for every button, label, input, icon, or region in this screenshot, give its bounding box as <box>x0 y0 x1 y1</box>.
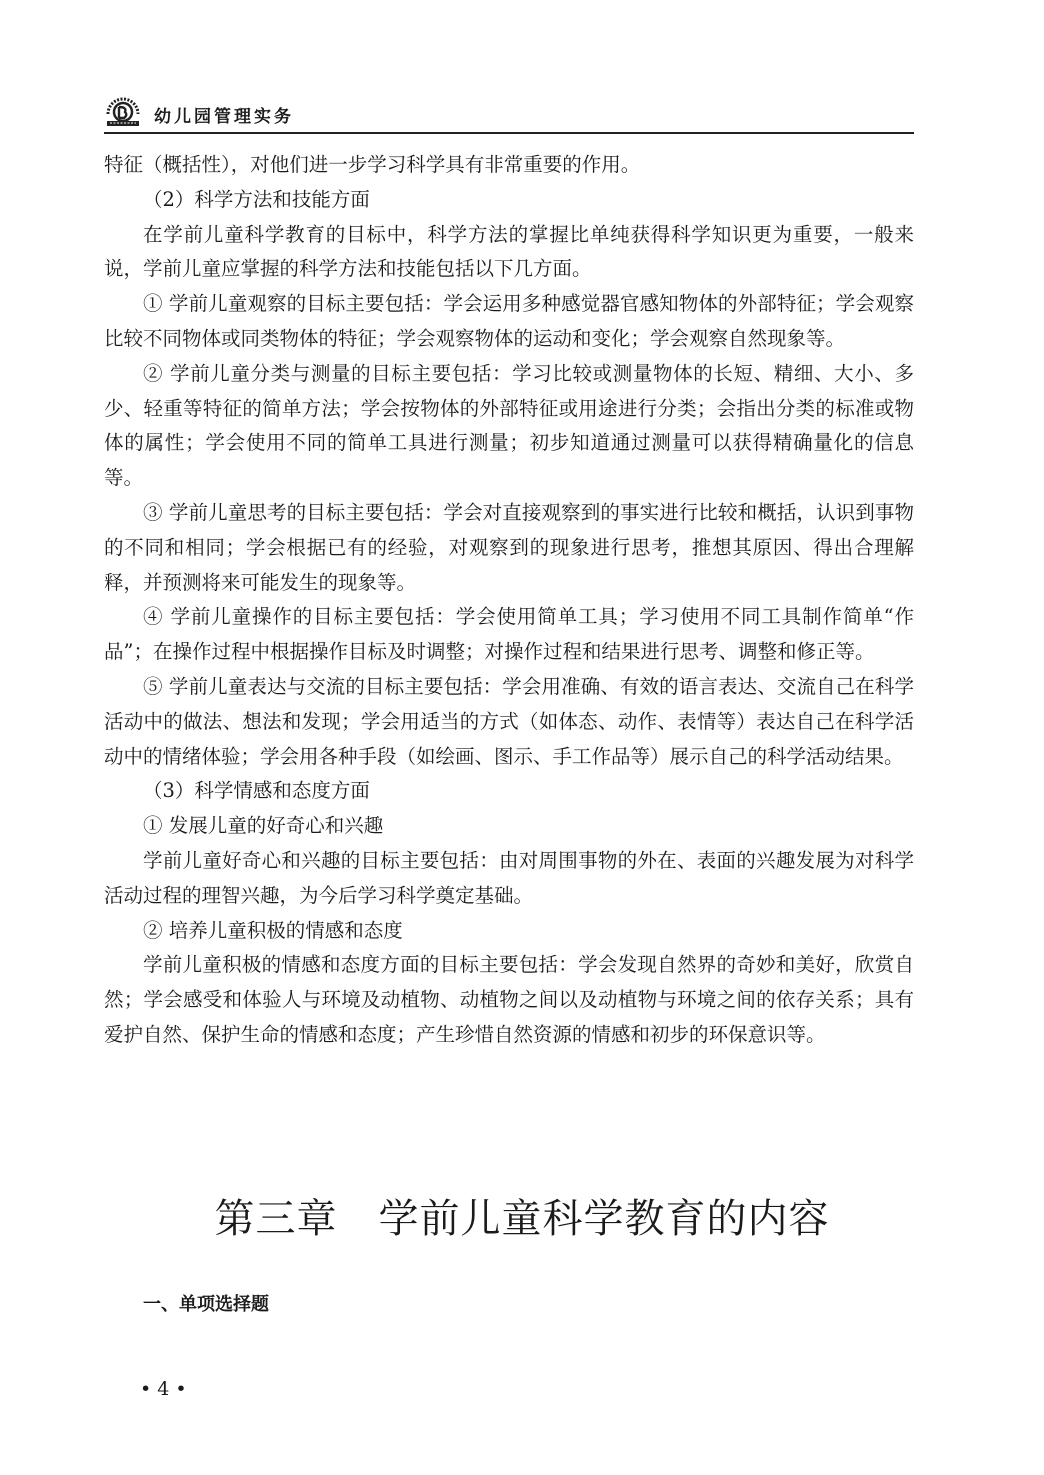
paragraph: 在学前儿童科学教育的目标中，科学方法的掌握比单纯获得科学知识更为重要，一般来说，学前儿童应掌握的科学方法和技能包括以下几方面。 <box>104 222 914 281</box>
book-title: 幼儿园管理实务 <box>154 107 294 127</box>
paragraph: ⑤ 学前儿童表达与交流的目标主要包括：学会用准确、有效的语言表达、交流自己在科学活动中的做法、想法和发现；学会用适当的方式（如体态、动作、表情等）表达自己在科学活动中的情绪体验；学会用各种手段（如绘画、图示、手工作品等）展示自己的科学活动结果。 <box>104 674 914 768</box>
paragraph: ② 培养儿童积极的情感和态度 <box>143 918 403 942</box>
paragraph: 学前儿童积极的情感和态度方面的目标主要包括：学会发现自然界的奇妙和美好，欣赏自然；学会感受和体验人与环境及动植物、动植物之间以及动植物与环境之间的依存关系；具有爱护自然、保护生命的情感和态度；产生珍惜自然资源的情感和初步的环保意识等。 <box>104 953 914 1046</box>
page-header <box>104 92 914 134</box>
paragraph: ③ 学前儿童思考的目标主要包括：学会对直接观察到的事实进行比较和概括，认识到事物的不同和相同；学会根据已有的经验，对观察到的现象进行思考，推想其原因、得出合理解释，并预测将来可能发生的现象等。 <box>104 500 914 594</box>
body-text <box>104 148 914 1053</box>
paragraph: ① 发展儿童的好奇心和兴趣 <box>143 814 384 838</box>
paragraph: 学前儿童好奇心和兴趣的目标主要包括：由对周围事物的外在、表面的兴趣发展为对科学活动过程的理智兴趣，为今后学习科学奠定基础。 <box>104 848 914 907</box>
paragraph: 特征（概括性），对他们进一步学习科学具有非常重要的作用。 <box>104 153 641 176</box>
publisher-logo-icon <box>104 94 142 128</box>
paragraph: ④ 学前儿童操作的目标主要包括：学会使用简单工具；学习使用不同工具制作简单“作品”；在操作过程中根据操作目标及时调整；对操作过程和结果进行思考、调整和修正等。 <box>104 605 914 664</box>
paragraph: （3）科学情感和态度方面 <box>143 779 370 803</box>
paragraph: ② 学前儿童分类与测量的目标主要包括：学习比较或测量物体的长短、精细、大小、多少、轻重等特征的简单方法；学会按物体的外部特征或用途进行分类；会指出分类的标准或物体的属性；学会使用不同的简单工具进行测量；初步知道通过测量可以获得精确量化的信息等。 <box>104 361 914 490</box>
page-number: • 4 • <box>140 1378 187 1400</box>
chapter-title: 第三章 学前儿童科学教育的内容 <box>214 1195 830 1242</box>
section-heading: 一、单项选择题 <box>143 1294 269 1315</box>
paragraph: （2）科学方法和技能方面 <box>143 187 370 211</box>
paragraph: ① 学前儿童观察的目标主要包括：学会运用多种感觉器官感知物体的外部特征；学会观察比较不同物体或同类物体的特征；学会观察物体的运动和变化；学会观察自然现象等。 <box>104 292 914 350</box>
